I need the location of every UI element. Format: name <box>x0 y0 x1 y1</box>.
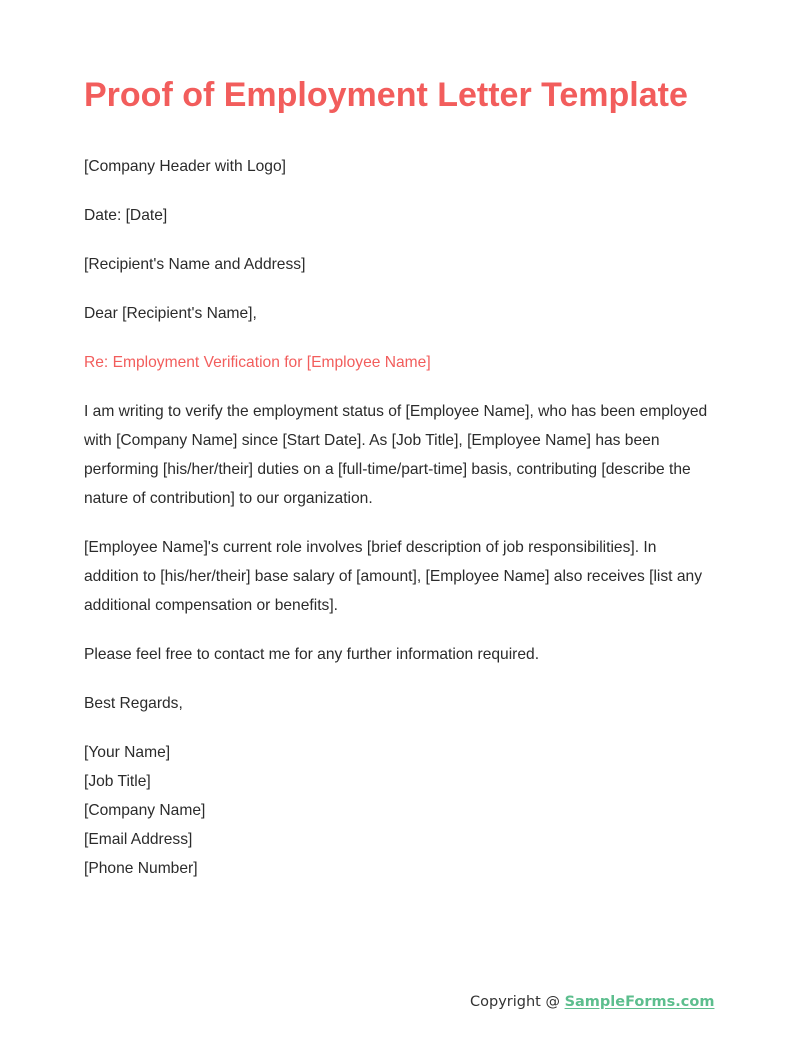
recipient-address: [Recipient's Name and Address] <box>84 256 306 273</box>
document-title: Proof of Employment Letter Template <box>84 76 688 114</box>
signature-phone: [Phone Number] <box>84 860 198 877</box>
signature-email: [Email Address] <box>84 831 193 848</box>
company-header-placeholder: [Company Header with Logo] <box>84 158 286 175</box>
letter-body <box>84 152 714 883</box>
closing: Best Regards, <box>84 695 183 712</box>
signature-name: [Your Name] <box>84 744 171 761</box>
body-paragraph-1: I am writing to verify the employment status of [Employee Name], who has been employed with [Company Name] since [Start Date]. As [Job Title], [Employee Name] has been performing [his/her/their] duties on a [full-time/part-time] basis, contributing [describe the nature of contribution] to our organization. <box>84 403 708 507</box>
signature-job-title: [Job Title] <box>84 773 151 790</box>
copyright-text: Copyright @ <box>470 994 565 1010</box>
salutation: Dear [Recipient's Name], <box>84 305 257 322</box>
body-paragraph-3: Please feel free to contact me for any further information required. <box>84 646 540 663</box>
signature-block <box>84 738 714 883</box>
subject-line: Re: Employment Verification for [Employee Name] <box>84 354 431 371</box>
copyright-footer <box>470 994 714 1010</box>
signature-company: [Company Name] <box>84 802 206 819</box>
date-line: Date: [Date] <box>84 207 168 224</box>
body-paragraph-2: [Employee Name]'s current role involves [brief description of job responsibilities]. In addition to [his/her/their] base salary of [amount], [Employee Name] also receives [list any additional compensation or benefits]. <box>84 539 702 614</box>
sampleforms-link[interactable]: SampleForms.com <box>564 994 715 1010</box>
